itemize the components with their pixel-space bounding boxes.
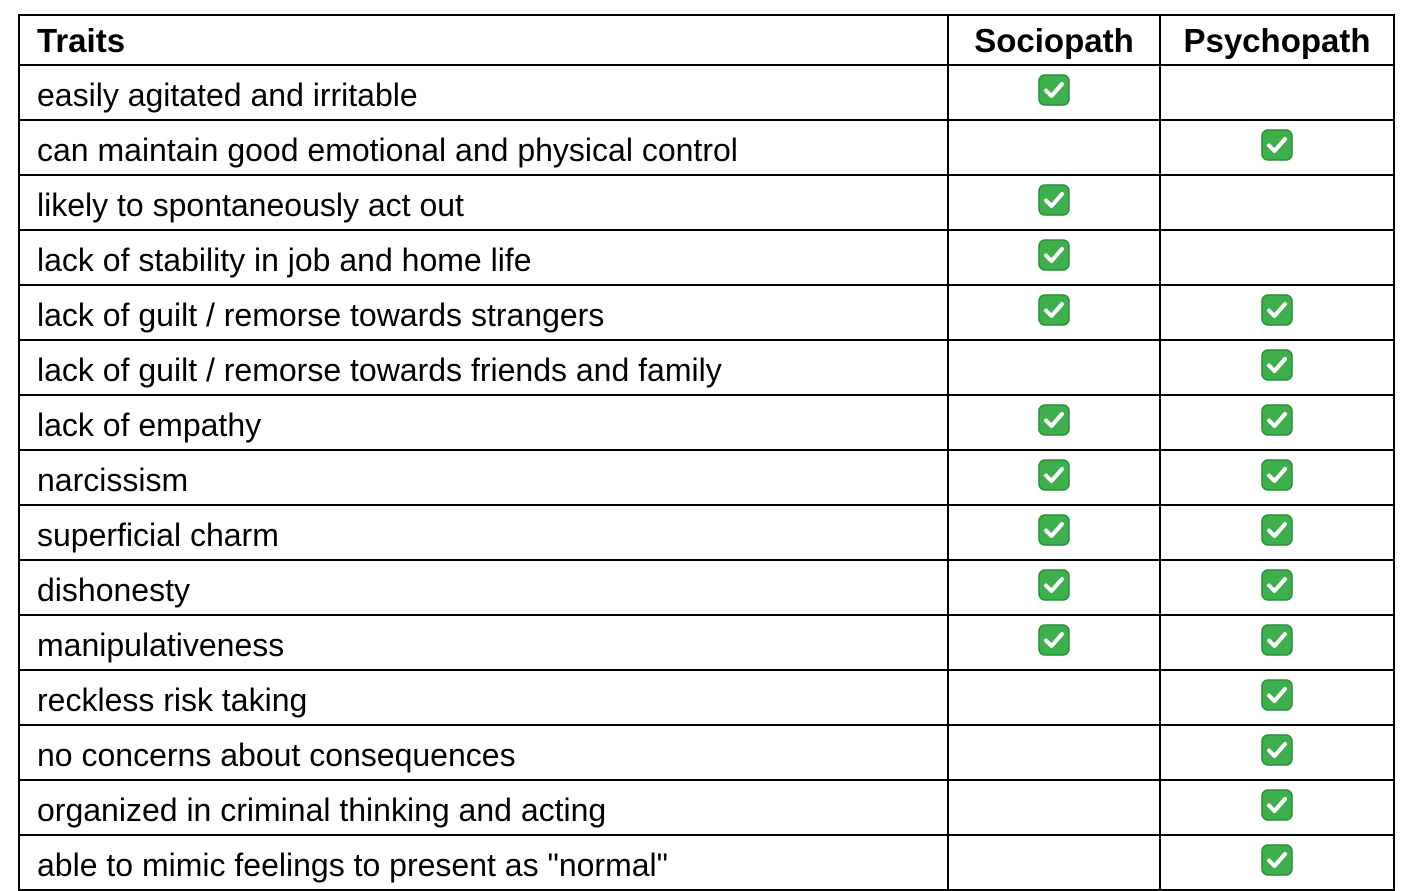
trait-cell: lack of guilt / remorse towards strangers: [19, 285, 948, 340]
psychopath-cell: [1160, 560, 1394, 615]
trait-cell: manipulativeness: [19, 615, 948, 670]
psychopath-cell: [1160, 285, 1394, 340]
green-check-box-icon: [1261, 734, 1293, 766]
trait-cell: can maintain good emotional and physical control: [19, 120, 948, 175]
trait-cell: dishonesty: [19, 560, 948, 615]
green-check-box-icon: [1261, 129, 1293, 161]
table-row: [19, 450, 1394, 505]
psychopath-cell: [1160, 340, 1394, 395]
sociopath-cell: [948, 395, 1160, 450]
table-row: [19, 505, 1394, 560]
psychopath-cell: [1160, 230, 1394, 285]
psychopath-cell: [1160, 670, 1394, 725]
trait-cell: narcissism: [19, 450, 948, 505]
table-row: [19, 780, 1394, 835]
psychopath-cell: [1160, 450, 1394, 505]
sociopath-cell: [948, 65, 1160, 120]
traits-comparison-table: [18, 14, 1395, 891]
green-check-box-icon: [1261, 844, 1293, 876]
green-check-box-icon: [1038, 624, 1070, 656]
psychopath-cell: [1160, 835, 1394, 890]
table-row: [19, 65, 1394, 120]
table-row: [19, 835, 1394, 890]
psychopath-cell: [1160, 780, 1394, 835]
sociopath-cell: [948, 835, 1160, 890]
green-check-box-icon: [1261, 349, 1293, 381]
table-row: [19, 285, 1394, 340]
psychopath-cell: [1160, 725, 1394, 780]
header-psychopath: Psychopath: [1160, 15, 1394, 65]
green-check-box-icon: [1038, 514, 1070, 546]
sociopath-cell: [948, 725, 1160, 780]
table-row: [19, 395, 1394, 450]
table-row: [19, 175, 1394, 230]
table-row: [19, 560, 1394, 615]
trait-cell: lack of empathy: [19, 395, 948, 450]
sociopath-cell: [948, 505, 1160, 560]
green-check-box-icon: [1261, 569, 1293, 601]
psychopath-cell: [1160, 395, 1394, 450]
sociopath-cell: [948, 780, 1160, 835]
green-check-box-icon: [1261, 294, 1293, 326]
green-check-box-icon: [1038, 74, 1070, 106]
sociopath-cell: [948, 285, 1160, 340]
table-row: [19, 120, 1394, 175]
trait-cell: likely to spontaneously act out: [19, 175, 948, 230]
trait-cell: organized in criminal thinking and acting: [19, 780, 948, 835]
trait-cell: lack of stability in job and home life: [19, 230, 948, 285]
psychopath-cell: [1160, 175, 1394, 230]
header-traits: Traits: [19, 15, 948, 65]
table-row: [19, 340, 1394, 395]
green-check-box-icon: [1038, 239, 1070, 271]
sociopath-cell: [948, 670, 1160, 725]
sociopath-cell: [948, 230, 1160, 285]
green-check-box-icon: [1038, 184, 1070, 216]
trait-cell: easily agitated and irritable: [19, 65, 948, 120]
green-check-box-icon: [1261, 459, 1293, 491]
sociopath-cell: [948, 120, 1160, 175]
green-check-box-icon: [1261, 624, 1293, 656]
header-row: [19, 15, 1394, 65]
table-row: [19, 615, 1394, 670]
table-row: [19, 725, 1394, 780]
psychopath-cell: [1160, 615, 1394, 670]
green-check-box-icon: [1261, 789, 1293, 821]
sociopath-cell: [948, 175, 1160, 230]
green-check-box-icon: [1038, 404, 1070, 436]
table-row: [19, 670, 1394, 725]
sociopath-cell: [948, 340, 1160, 395]
psychopath-cell: [1160, 120, 1394, 175]
trait-cell: reckless risk taking: [19, 670, 948, 725]
trait-cell: lack of guilt / remorse towards friends and family: [19, 340, 948, 395]
green-check-box-icon: [1261, 404, 1293, 436]
psychopath-cell: [1160, 505, 1394, 560]
trait-cell: superficial charm: [19, 505, 948, 560]
sociopath-cell: [948, 450, 1160, 505]
trait-cell: no concerns about consequences: [19, 725, 948, 780]
table-row: [19, 230, 1394, 285]
sociopath-cell: [948, 615, 1160, 670]
sociopath-cell: [948, 560, 1160, 615]
table-body: [19, 65, 1394, 890]
green-check-box-icon: [1261, 514, 1293, 546]
green-check-box-icon: [1038, 569, 1070, 601]
green-check-box-icon: [1038, 294, 1070, 326]
trait-cell: able to mimic feelings to present as "normal": [19, 835, 948, 890]
header-sociopath: Sociopath: [948, 15, 1160, 65]
green-check-box-icon: [1261, 679, 1293, 711]
green-check-box-icon: [1038, 459, 1070, 491]
psychopath-cell: [1160, 65, 1394, 120]
